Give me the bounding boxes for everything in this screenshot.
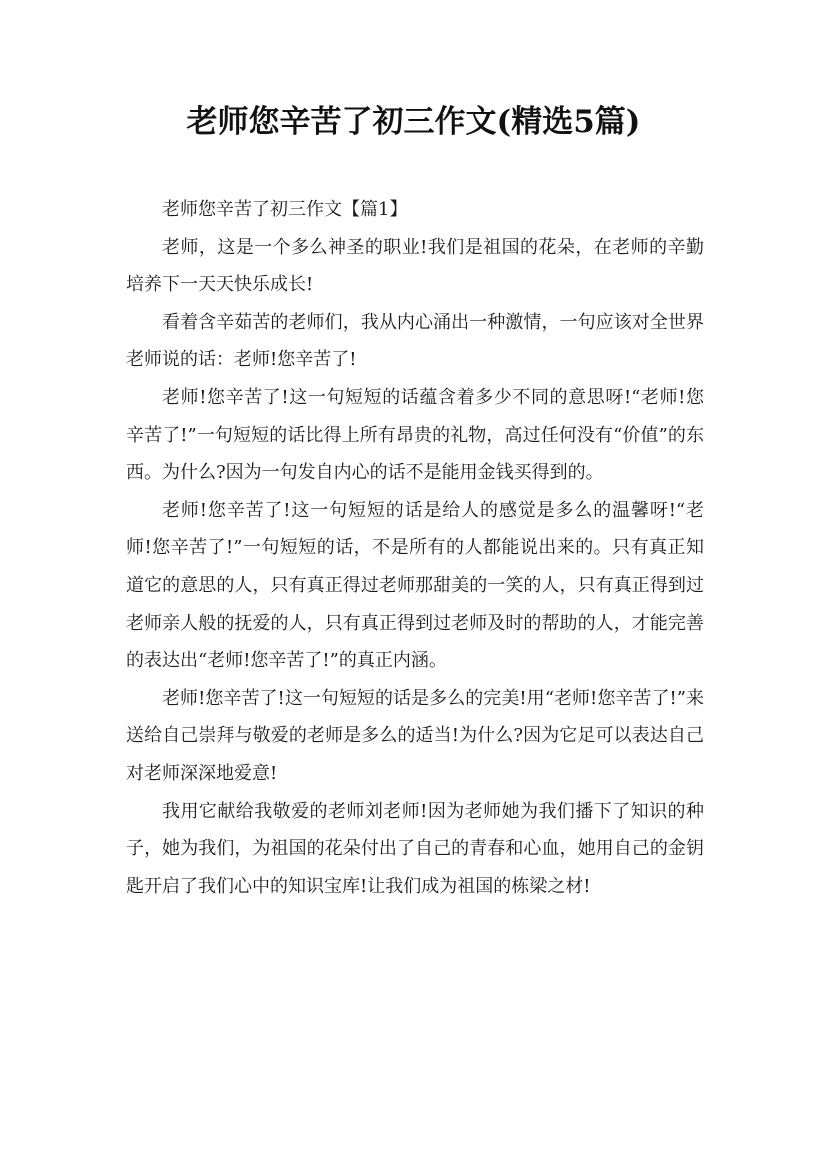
document-title: 老师您辛苦了初三作文(精选5篇) [186,104,641,140]
section-heading: 老师您辛苦了初三作文【篇1】 [162,199,408,220]
paragraph: 老师，这是一个多么神圣的职业!我们是祖国的花朵，在老师的辛勤培养下一天天快乐成长! [126,236,704,296]
paragraph: 老师!您辛苦了!这一句短短的话蕴含着多少不同的意思呀!“老师!您辛苦了!”一句短短的话比得上所有昂贵的礼物，高过任何没有“价值”的东西。为什么?因为一句发自内心的话不是能用金钱买得到的。 [126,386,704,484]
paragraph: 老师!您辛苦了!这一句短短的话是给人的感觉是多么的温馨呀!“老师!您辛苦了!”一句短短的话，不是所有的人都能说出来的。只有真正知道它的意思的人，只有真正得过老师那甜美的一笑的人，只有真正得到过老师亲人般的抚爱的人，只有真正得到过老师及时的帮助的人，才能完善的表达出“老师!您辛苦了!”的真正内涵。 [126,499,704,672]
paragraph: 看着含辛茹苦的老师们，我从内心涌出一种激情，一句应该对全世界老师说的话：老师!您辛苦了! [126,311,704,371]
document-body [126,191,704,905]
paragraph: 老师!您辛苦了!这一句短短的话是多么的完美!用“老师!您辛苦了!”来送给自己崇拜与敬爱的老师是多么的适当!为什么?因为它足可以表达自己对老师深深地爱意! [126,687,704,784]
paragraph: 我用它献给我敬爱的老师刘老师!因为老师她为我们播下了知识的种子，她为我们，为祖国的花朵付出了自己的青春和心血，她用自己的金钥匙开启了我们心中的知识宝库!让我们成为祖国的栋梁之材! [126,800,704,897]
